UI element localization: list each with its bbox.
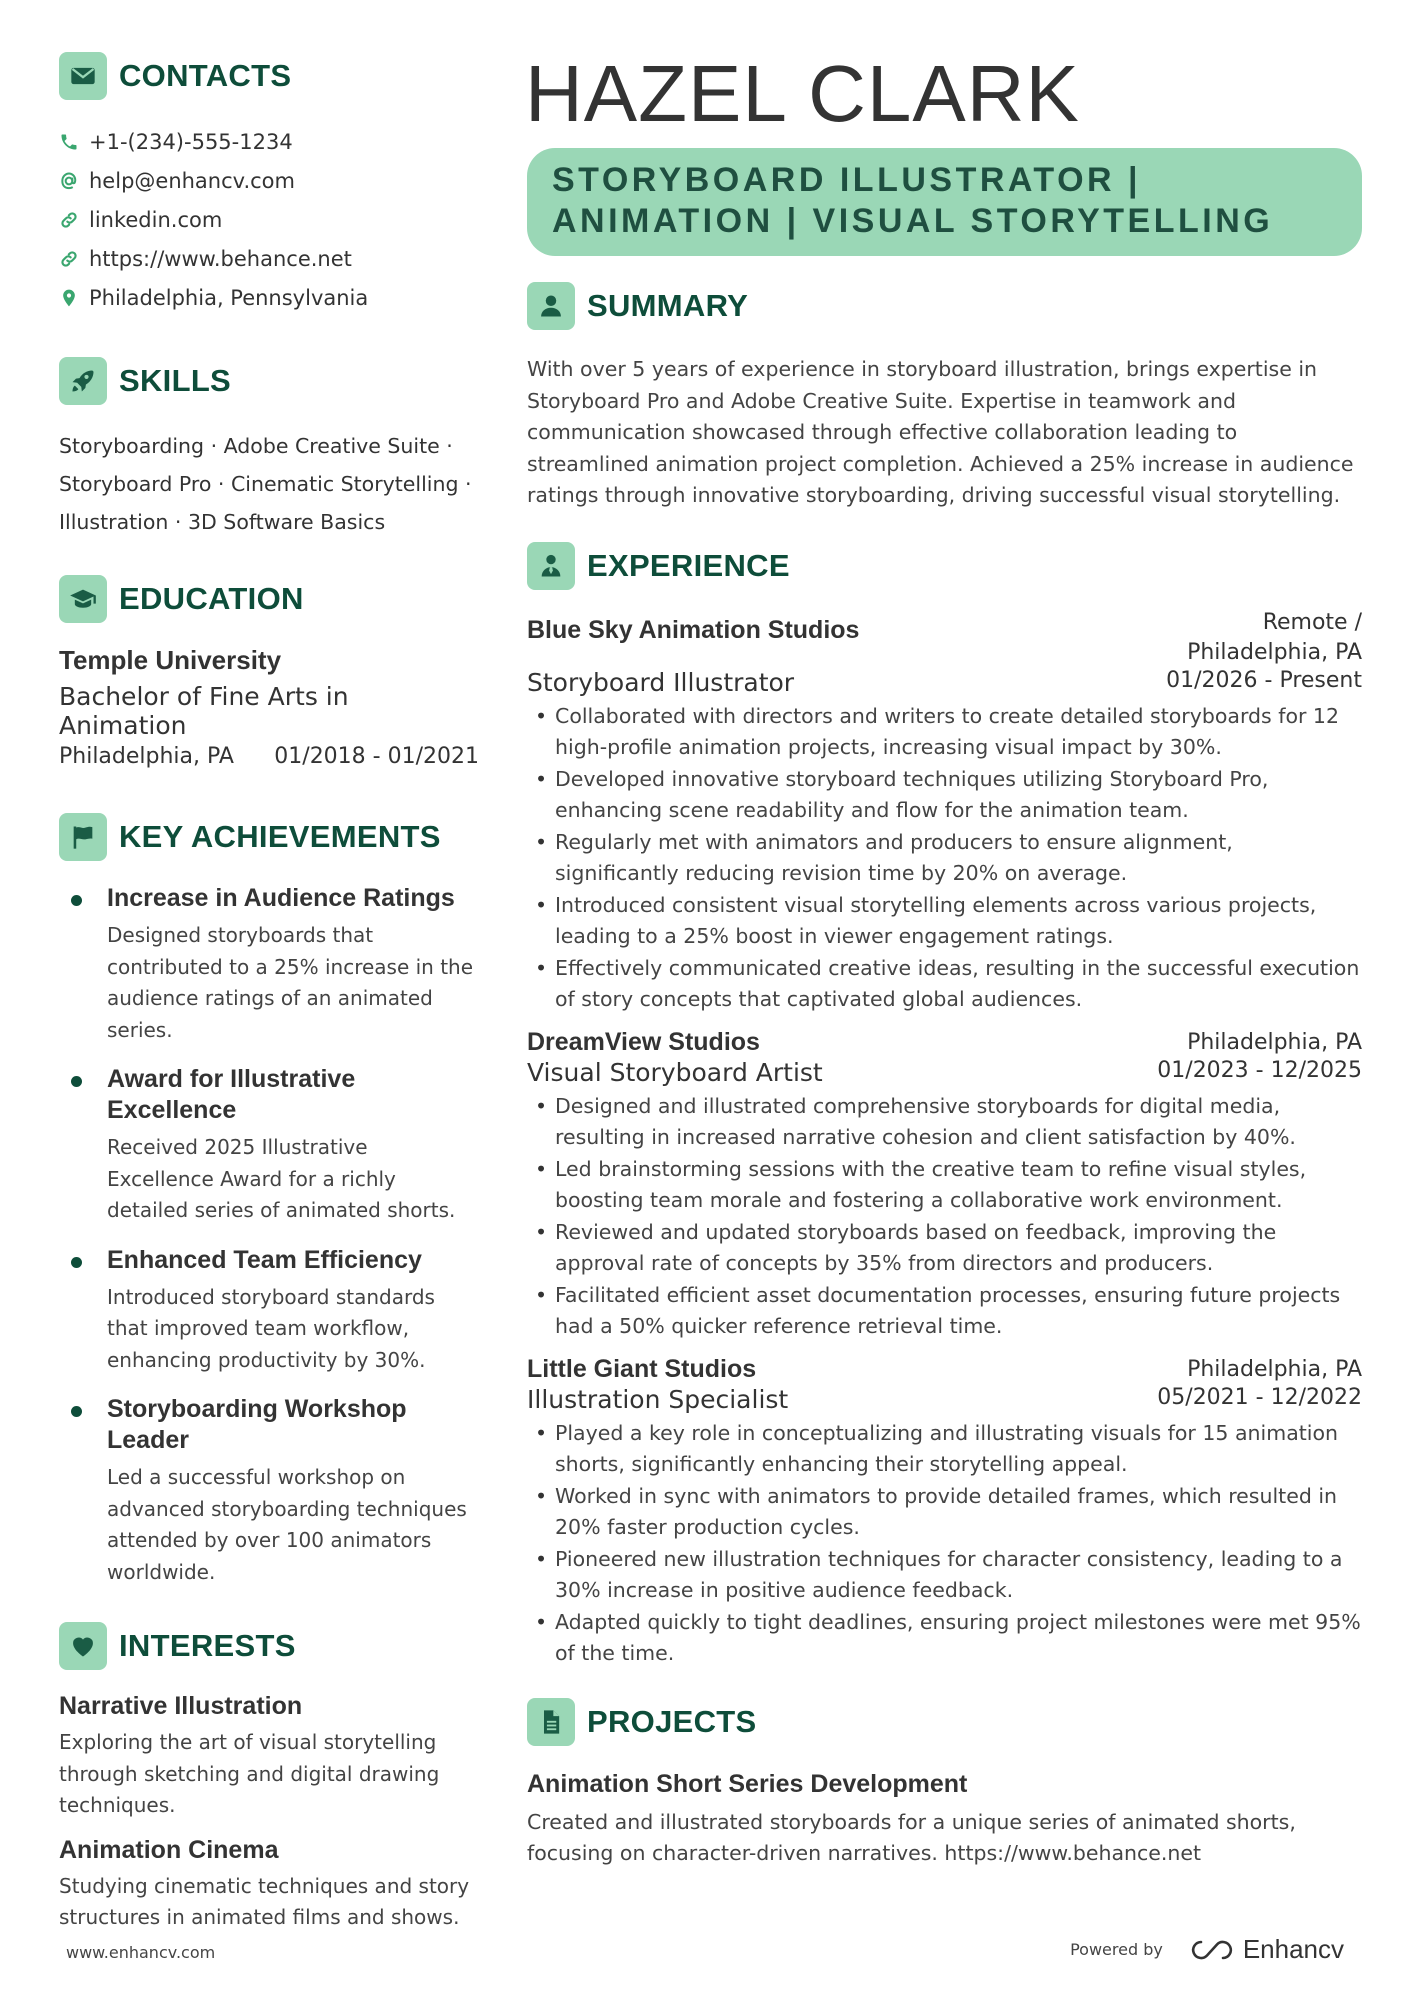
experience-header bbox=[527, 542, 1362, 590]
contact-location-text: Philadelphia, Pennsylvania bbox=[89, 285, 369, 310]
job-bullet: • Led brainstorming sessions with the creative team to refine visual styles, boosting team morale and fostering a collaborative work environment. bbox=[527, 1154, 1362, 1217]
brand-name: Enhancv bbox=[1242, 1934, 1344, 1964]
education-location: Philadelphia, PA bbox=[59, 744, 234, 769]
interests-heading: INTERESTS bbox=[119, 1628, 296, 1663]
projects-header bbox=[527, 1698, 1362, 1746]
achievement-desc: Designed storyboards that contributed to a 25% increase in the audience ratings of an animated series. bbox=[107, 923, 474, 1042]
skills-heading: SKILLS bbox=[119, 363, 232, 398]
achievement-title: Increase in Audience Ratings bbox=[107, 884, 455, 912]
job-header-row bbox=[527, 608, 1362, 668]
job-bullets bbox=[527, 1091, 1362, 1343]
job-bullet: • Regularly met with animators and producers to ensure alignment, significantly reducing revision time by 20% on average. bbox=[527, 827, 1362, 890]
footer-branding bbox=[1070, 1934, 1344, 1965]
job-bullet: • Played a key role in conceptualizing and illustrating visuals for 15 animation shorts, significantly enhancing their storytelling appeal. bbox=[527, 1418, 1362, 1481]
footer-website[interactable]: www.enhancv.com bbox=[66, 1943, 216, 1962]
bullet-icon bbox=[71, 1076, 82, 1087]
job-bullet: • Worked in sync with animators to provide detailed frames, which resulted in 20% faster production cycles. bbox=[527, 1481, 1362, 1544]
job-role-row bbox=[527, 668, 1362, 697]
job-bullet: • Collaborated with directors and writers to create detailed storyboards for 12 high-profile animation projects, increasing visual impact by 30%. bbox=[527, 701, 1362, 764]
summary-text: With over 5 years of experience in storyboard illustration, brings expertise in Storyboard Pro and Adobe Creative Suite. Expertise in teamwork and communication showcased through effective collaboration leading to streamlined animation project completion. Achieved a 25% increase in audience ratings through innovative storyboarding, driving successful visual storytelling. bbox=[527, 357, 1354, 507]
job-entry bbox=[527, 608, 1362, 1016]
enhancv-logo-icon bbox=[1189, 1938, 1235, 1962]
job-dates: 05/2021 - 12/2022 bbox=[1157, 1384, 1362, 1410]
link-icon bbox=[59, 210, 79, 230]
job-location: Remote / Philadelphia, PA bbox=[1187, 609, 1362, 665]
phone-icon bbox=[59, 132, 79, 152]
job-header-row bbox=[527, 1028, 1362, 1058]
project-desc: Created and illustrated storyboards for a unique series of animated shorts, focusing on character-driven narratives. https://www.behance.net bbox=[527, 1809, 1296, 1865]
contacts-heading: CONTACTS bbox=[119, 58, 292, 93]
job-role-row bbox=[527, 1058, 1362, 1087]
interest-desc: Exploring the art of visual storytelling through sketching and digital drawing techniques. bbox=[59, 1730, 440, 1817]
link-icon bbox=[59, 249, 79, 269]
projects-heading: PROJECTS bbox=[587, 1703, 757, 1739]
job-bullet: • Introduced consistent visual storytelling elements across various projects, leading to a 25% boost in viewer engagement ratings. bbox=[527, 890, 1362, 953]
interest-item bbox=[59, 1692, 479, 1822]
job-bullet: • Facilitated efficient asset documentation processes, ensuring future projects had a 50% quicker reference retrieval time. bbox=[527, 1280, 1362, 1343]
education-dates: 01/2018 - 01/2021 bbox=[274, 744, 479, 769]
job-company: DreamView Studios bbox=[527, 1027, 760, 1056]
project-title: Animation Short Series Development bbox=[527, 1769, 968, 1798]
job-bullet: • Designed and illustrated comprehensive storyboards for digital media, resulting in increased narrative cohesion and client satisfaction by 40%. bbox=[527, 1091, 1362, 1154]
job-dates: 01/2023 - 12/2025 bbox=[1157, 1057, 1362, 1083]
experience-heading: EXPERIENCE bbox=[587, 547, 790, 583]
heart-icon bbox=[59, 1622, 107, 1670]
candidate-title: STORYBOARD ILLUSTRATOR | ANIMATION | VISUAL STORYTELLING bbox=[527, 148, 1362, 256]
brand-logo[interactable] bbox=[1189, 1934, 1344, 1965]
contact-behance bbox=[59, 239, 479, 278]
user-icon bbox=[527, 282, 575, 330]
envelope-icon bbox=[59, 52, 107, 100]
job-bullet: • Pioneered new illustration techniques for character consistency, leading to a 30% increase in positive audience feedback. bbox=[527, 1544, 1362, 1607]
at-icon bbox=[59, 171, 79, 191]
candidate-name: HAZEL CLARK bbox=[525, 49, 1080, 138]
job-bullets bbox=[527, 1418, 1362, 1670]
powered-by-label: Powered by bbox=[1070, 1940, 1163, 1959]
job-location: Philadelphia, PA bbox=[1187, 1029, 1362, 1055]
achievement-desc: Received 2025 Illustrative Excellence Award for a richly detailed series of animated shorts. bbox=[107, 1135, 456, 1222]
skills-text: Storyboarding · Adobe Creative Suite · Storyboard Pro · Cinematic Storytelling · Illustration · 3D Software Basics bbox=[59, 434, 472, 534]
skills-header bbox=[59, 357, 479, 405]
job-header-row bbox=[527, 1355, 1362, 1385]
education-meta bbox=[59, 744, 479, 769]
contacts-header bbox=[59, 52, 479, 100]
interest-title: Animation Cinema bbox=[59, 1835, 279, 1864]
achievement-item bbox=[59, 1245, 479, 1377]
interest-desc: Studying cinematic techniques and story structures in animated films and shows. bbox=[59, 1873, 470, 1929]
achievement-desc: Introduced storyboard standards that improved team workflow, enhancing productivity by 30%. bbox=[107, 1284, 435, 1372]
job-role: Visual Storyboard Artist bbox=[527, 1057, 823, 1087]
right-column bbox=[527, 50, 1362, 1870]
job-bullets bbox=[527, 701, 1362, 1016]
education-heading: EDUCATION bbox=[119, 581, 304, 616]
left-column bbox=[59, 52, 479, 1948]
job-dates: 01/2026 - Present bbox=[1166, 667, 1362, 693]
job-bullet: • Adapted quickly to tight deadlines, ensuring project milestones were met 95% of the time. bbox=[527, 1607, 1362, 1670]
contact-phone-text[interactable]: +1-(234)-555-1234 bbox=[89, 129, 293, 154]
graduation-cap-icon bbox=[59, 575, 107, 623]
contact-email-text[interactable]: help@enhancv.com bbox=[89, 168, 295, 193]
job-entry bbox=[527, 1355, 1362, 1670]
businessperson-icon bbox=[527, 542, 575, 590]
achievement-title: Enhanced Team Efficiency bbox=[107, 1245, 422, 1274]
achievement-title: Award for Illustrative Excellence bbox=[107, 1065, 356, 1124]
job-role-row bbox=[527, 1385, 1362, 1414]
summary-heading: SUMMARY bbox=[587, 288, 749, 323]
achievements-heading: KEY ACHIEVEMENTS bbox=[119, 819, 441, 854]
education-header bbox=[59, 575, 479, 623]
job-role: Illustration Specialist bbox=[527, 1384, 789, 1414]
interest-title: Narrative Illustration bbox=[59, 1692, 303, 1720]
bullet-icon bbox=[71, 1257, 82, 1268]
job-role: Storyboard Illustrator bbox=[527, 667, 795, 697]
achievement-desc: Led a successful workshop on advanced storyboarding techniques attended by over 100 animators worldwide. bbox=[107, 1465, 467, 1584]
job-company: Little Giant Studios bbox=[527, 1354, 757, 1383]
job-company: Blue Sky Animation Studios bbox=[527, 615, 860, 644]
contact-list bbox=[59, 122, 479, 317]
job-location: Philadelphia, PA bbox=[1187, 1356, 1362, 1382]
education-degree: Bachelor of Fine Arts in Animation bbox=[59, 682, 349, 740]
achievements-header bbox=[59, 813, 479, 861]
interest-item bbox=[59, 1836, 479, 1934]
contact-behance-text[interactable]: https://www.behance.net bbox=[89, 246, 352, 271]
job-bullet: • Developed innovative storyboard techniques utilizing Storyboard Pro, enhancing scene readability and flow for the animation team. bbox=[527, 764, 1362, 827]
contact-email bbox=[59, 161, 479, 200]
interests-header bbox=[59, 1622, 479, 1670]
location-pin-icon bbox=[59, 288, 79, 308]
contact-location bbox=[59, 278, 479, 317]
rocket-icon bbox=[59, 357, 107, 405]
bullet-icon bbox=[71, 895, 82, 906]
job-bullet: • Effectively communicated creative ideas, resulting in the successful execution of story concepts that captivated global audiences. bbox=[527, 953, 1362, 1016]
achievement-item bbox=[59, 883, 479, 1046]
job-bullet: • Reviewed and updated storyboards based on feedback, improving the approval rate of concepts by 35% from directors and producers. bbox=[527, 1217, 1362, 1280]
bullet-icon bbox=[71, 1406, 82, 1417]
contact-linkedin bbox=[59, 200, 479, 239]
flag-icon bbox=[59, 813, 107, 861]
job-entry bbox=[527, 1028, 1362, 1343]
summary-header bbox=[527, 282, 1362, 330]
education-school: Temple University bbox=[59, 645, 282, 675]
achievement-item bbox=[59, 1064, 479, 1227]
achievement-item bbox=[59, 1394, 479, 1588]
contact-linkedin-text[interactable]: linkedin.com bbox=[89, 207, 223, 232]
achievement-title: Storyboarding Workshop Leader bbox=[107, 1395, 407, 1454]
document-icon bbox=[527, 1698, 575, 1746]
contact-phone bbox=[59, 122, 479, 161]
